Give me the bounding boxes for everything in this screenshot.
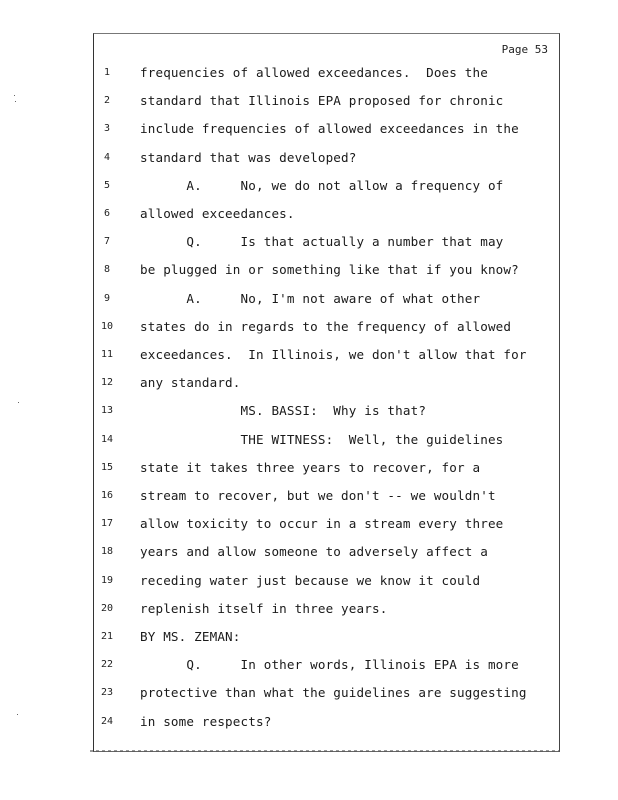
page-number: Page 53 [501, 43, 548, 56]
line-text: replenish itself in three years. [140, 600, 388, 616]
line-number: 13 [100, 405, 114, 417]
line-number: 9 [103, 292, 111, 304]
line-text: allowed exceedances. [140, 206, 295, 221]
line-text: years and allow someone to adversely affect a [140, 544, 488, 560]
line-number: 12 [100, 377, 114, 389]
line-number: 21 [100, 631, 114, 642]
line-number: 2 [103, 95, 111, 107]
line-number: 8 [103, 264, 111, 276]
transcript-line [0, 657, 618, 677]
line-text: state it takes three years to recover, for a [140, 459, 481, 475]
line-text: in some respects? [140, 713, 272, 729]
line-text: exceedances. In Illinois, we don't allow that for [140, 347, 527, 362]
scan-speck [14, 95, 15, 96]
transcript-line [0, 460, 618, 480]
line-number: 6 [103, 208, 111, 219]
line-text: stream to recover, but we don't -- we wouldn't [140, 488, 496, 503]
transcript-line [0, 488, 618, 508]
transcript-line [0, 93, 618, 113]
line-number: 11 [100, 349, 114, 360]
line-number: 23 [100, 687, 114, 699]
transcript-line [0, 714, 618, 734]
line-number: 5 [103, 179, 111, 191]
line-number: 4 [103, 151, 111, 163]
line-text: protective than what the guidelines are suggesting [140, 685, 527, 701]
line-text: BY MS. ZEMAN: [140, 629, 241, 644]
line-number: 14 [100, 433, 114, 445]
line-number: 22 [100, 659, 114, 671]
line-text: allow toxicity to occur in a stream every three [140, 516, 504, 532]
line-text: Q. In other words, Illinois EPA is more [140, 657, 519, 673]
transcript-line [0, 347, 618, 367]
line-number: 3 [103, 123, 111, 135]
line-number: 16 [100, 490, 114, 501]
line-number: 24 [100, 715, 114, 727]
line-number: 7 [103, 236, 111, 248]
line-text: include frequencies of allowed exceedances in the [140, 121, 519, 137]
transcript-line [0, 516, 618, 536]
transcript-line [0, 601, 618, 621]
transcript-line [0, 685, 618, 705]
line-text: A. No, I'm not aware of what other [140, 290, 481, 306]
scan-speck [17, 714, 18, 715]
transcript-line [0, 403, 618, 423]
scan-speck [18, 402, 19, 403]
line-text: A. No, we do not allow a frequency of [140, 177, 504, 193]
line-text: THE WITNESS: Well, the guidelines [140, 431, 504, 447]
transcript-line [0, 121, 618, 141]
line-text: standard that Illinois EPA proposed for chronic [140, 93, 504, 109]
transcript-line [0, 150, 618, 170]
line-text: Q. Is that actually a number that may [140, 234, 504, 250]
transcript-line [0, 629, 618, 649]
line-number: 18 [100, 546, 114, 558]
line-text: states do in regards to the frequency of allowed [140, 318, 512, 334]
transcript-line [0, 375, 618, 395]
transcript-line [0, 178, 618, 198]
transcript-line [0, 65, 618, 85]
line-number: 1 [103, 67, 111, 78]
line-text: any standard. [140, 375, 241, 391]
line-number: 10 [100, 320, 114, 332]
transcript-line [0, 432, 618, 452]
transcript-line [0, 206, 618, 226]
transcript-line [0, 573, 618, 593]
line-text: be plugged in or something like that if you know? [140, 262, 519, 278]
transcript-line [0, 291, 618, 311]
line-text: standard that was developed? [140, 149, 357, 165]
bottom-scan-edge [90, 750, 560, 752]
line-text: receding water just because we know it could [140, 572, 481, 588]
transcript-line [0, 319, 618, 339]
line-text: MS. BASSI: Why is that? [140, 403, 427, 419]
line-number: 17 [100, 518, 114, 530]
line-text: frequencies of allowed exceedances. Does the [140, 65, 488, 80]
line-number: 15 [100, 461, 114, 473]
transcript-line [0, 544, 618, 564]
transcript-line [0, 262, 618, 282]
line-number: 19 [100, 574, 114, 586]
transcript-line [0, 234, 618, 254]
scan-speck [15, 101, 16, 102]
line-number: 20 [100, 602, 114, 614]
